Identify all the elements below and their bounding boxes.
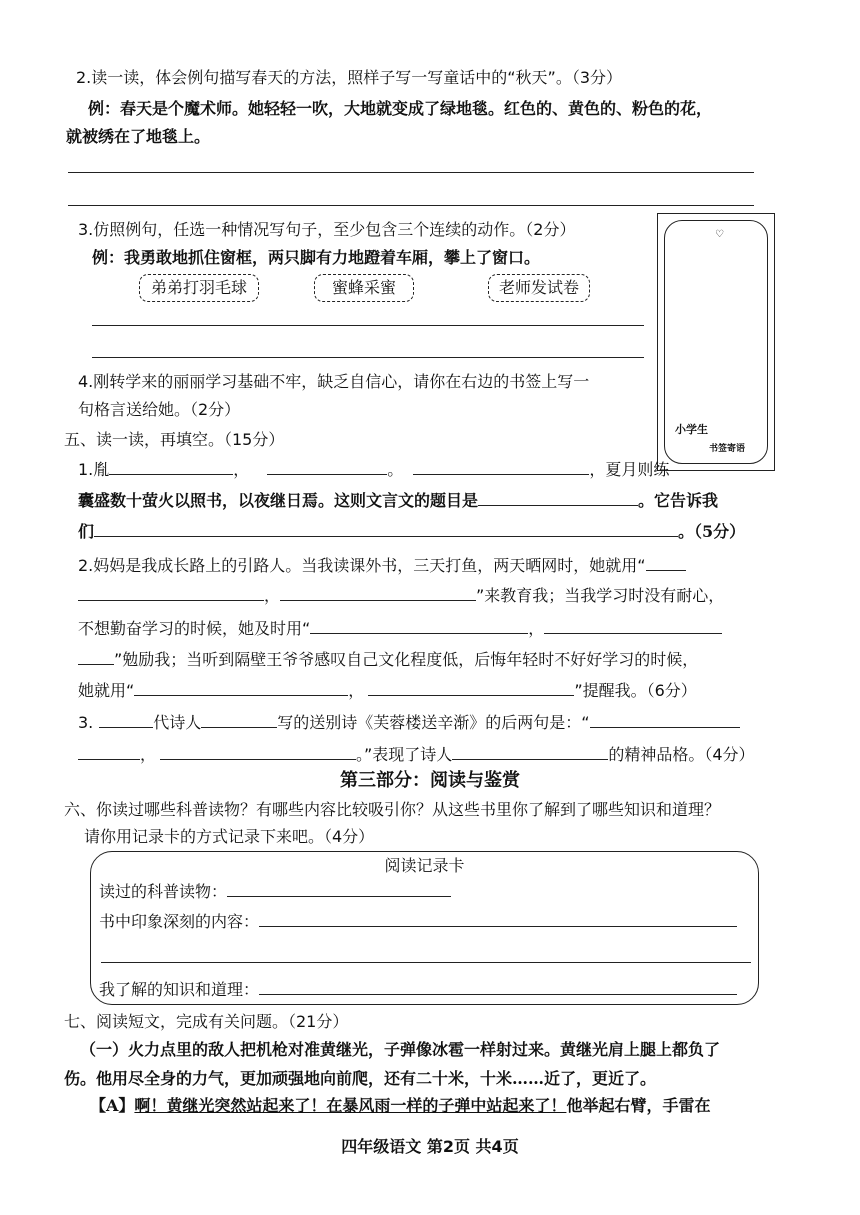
q3-example: 例：我勇敢地抓住窗框，两只脚有力地蹬着车厢，攀上了窗口。	[92, 248, 541, 267]
card-title: 阅读记录卡	[384, 856, 465, 875]
q4-line2: 句格言送给她。（2分）	[78, 400, 241, 419]
sec5-heading: 五、读一读，再填空。（15分）	[64, 430, 285, 449]
blank[interactable]	[259, 912, 737, 927]
text: 2.妈妈是我成长路上的引路人。当我读课外书，三天打鱼，两天晒网时，她就用“	[78, 556, 646, 575]
blank[interactable]	[99, 713, 153, 728]
text: 3.	[78, 713, 94, 732]
sec5-q1-line1	[78, 460, 669, 480]
sec7-p1-line2: 伤。他用尽全身的力气，更加顽强地向前爬，还有二十米，十米……近了，更近了。	[64, 1069, 657, 1088]
text: ，	[348, 681, 365, 700]
text: ”来教育我；当我学习时没有耐心，	[476, 586, 725, 605]
sec5-q2-line2	[78, 586, 724, 606]
sec6-line2: 请你用记录卡的方式记录下来吧。（4分）	[84, 827, 375, 846]
card-field-knowledge	[99, 980, 737, 1000]
option-bees[interactable]: 蜜蜂采蜜	[314, 274, 414, 302]
text: 【A】	[90, 1096, 135, 1115]
blank[interactable]	[109, 460, 233, 475]
blank[interactable]	[267, 460, 387, 475]
q4-line1: 4.刚转学来的丽丽学习基础不牢，缺乏自信心，请你在右边的书签上写一	[78, 372, 590, 391]
text: 1.胤	[78, 460, 110, 479]
blank[interactable]	[478, 491, 638, 506]
text: ，	[233, 460, 250, 479]
blank[interactable]	[160, 745, 356, 760]
text: 写的送别诗《芙蓉楼送辛渐》的后两句是：“	[277, 713, 590, 732]
text: 。它告诉我	[638, 491, 719, 510]
text: 代诗人	[153, 713, 202, 732]
blank[interactable]	[280, 586, 476, 601]
blank[interactable]	[413, 460, 589, 475]
blank[interactable]	[134, 681, 348, 696]
sec5-q3-line2	[78, 745, 755, 765]
bookmark-heart-icon: ♡	[715, 229, 724, 240]
q2-answer-line-1[interactable]	[68, 172, 754, 173]
q3-prompt: 3.仿照例句，任选一种情况写句子，至少包含三个连续的动作。（2分）	[78, 220, 576, 239]
sec5-q1-line3	[78, 522, 745, 542]
sec5-q2-line3	[78, 619, 722, 639]
sec5-q2-line4	[78, 650, 698, 670]
option-teacher[interactable]: 老师发试卷	[488, 274, 590, 302]
text: 我了解的知识和道理：	[99, 980, 260, 999]
q2-prompt: 2.读一读，体会例句描写春天的方法，照样子写一写童话中的“秋天”。（3分）	[76, 68, 623, 87]
blank[interactable]	[227, 882, 451, 897]
sec7-p1-line1: （一）火力点里的敌人把机枪对准黄继光，子弹像冰雹一样射过来。黄继光肩上腿上都负了	[80, 1040, 721, 1059]
sec7-p2-line1	[90, 1096, 710, 1116]
text: 们	[78, 522, 95, 541]
card-field-content	[99, 912, 737, 932]
q2-answer-line-2[interactable]	[68, 205, 754, 206]
part3-heading: 第三部分：阅读与鉴赏	[340, 770, 520, 791]
blank[interactable]	[94, 522, 678, 537]
text: 。”表现了诗人	[356, 745, 453, 764]
text: ”勉励我；当听到隔壁王爷爷感叹自己文化程度低，后悔年轻时不好好学习的时候，	[114, 650, 699, 669]
page-footer: 四年级语文 第2页 共4页	[341, 1137, 519, 1156]
blank[interactable]	[590, 713, 740, 728]
sec7-heading: 七、阅读短文，完成有关问题。（21分）	[64, 1012, 349, 1031]
sec5-q3-line1	[78, 713, 740, 733]
option-badminton[interactable]: 弟弟打羽毛球	[139, 274, 259, 302]
reading-record-card	[90, 851, 759, 1005]
card-answer-line[interactable]	[101, 962, 751, 963]
q3-answer-line-1[interactable]	[92, 325, 644, 326]
text: 。	[387, 460, 404, 479]
sec6-line1: 六、你读过哪些科普读物？有哪些内容比较吸引你？从这些书里你了解到了哪些知识和道理？	[64, 800, 721, 819]
blank[interactable]	[78, 586, 264, 601]
text: 囊盛数十萤火以照书，以夜继日焉。这则文言文的题目是	[78, 491, 479, 510]
blank[interactable]	[201, 713, 277, 728]
blank[interactable]	[544, 619, 722, 634]
q2-example-line2: 就被绣在了地毯上。	[66, 127, 211, 146]
text: ，	[140, 745, 157, 764]
text: ，	[528, 619, 545, 638]
sec5-q1-line2	[78, 491, 718, 511]
blank[interactable]	[78, 650, 114, 665]
blank[interactable]	[368, 681, 574, 696]
text: 。（5分）	[678, 522, 746, 541]
text: 她就用“	[78, 681, 135, 700]
text: 读过的科普读物：	[99, 882, 228, 901]
text: ，	[264, 586, 281, 605]
text: 书中印象深刻的内容：	[99, 912, 260, 931]
card-field-books	[99, 882, 451, 902]
bookmark-frame	[657, 213, 775, 471]
q2-example-line1: 例：春天是个魔术师。她轻轻一吹，大地就变成了绿地毯。红色的、黄色的、粉色的花，	[88, 99, 713, 118]
bookmark-card[interactable]	[664, 220, 768, 464]
sec5-q2-line5	[78, 681, 697, 701]
blank[interactable]	[78, 745, 140, 760]
bookmark-label: 小学生	[675, 423, 708, 436]
blank[interactable]	[259, 980, 737, 995]
text: ”提醒我。（6分）	[574, 681, 697, 700]
text: 啊！黄继光突然站起来了！在暴风雨一样的子弹中站起来了！	[134, 1096, 567, 1115]
text: 不想勤奋学习的时候，她及时用“	[78, 619, 311, 638]
sec5-q2-line1	[78, 556, 686, 576]
blank[interactable]	[310, 619, 528, 634]
text: 的精神品格。（4分）	[608, 745, 755, 764]
blank[interactable]	[646, 556, 686, 571]
blank[interactable]	[452, 745, 608, 760]
bookmark-sublabel: 书签寄语	[709, 444, 746, 454]
text: 他举起右臂，手雷在	[566, 1096, 711, 1115]
q3-answer-line-2[interactable]	[92, 357, 644, 358]
text: ，夏月则练	[589, 460, 670, 479]
